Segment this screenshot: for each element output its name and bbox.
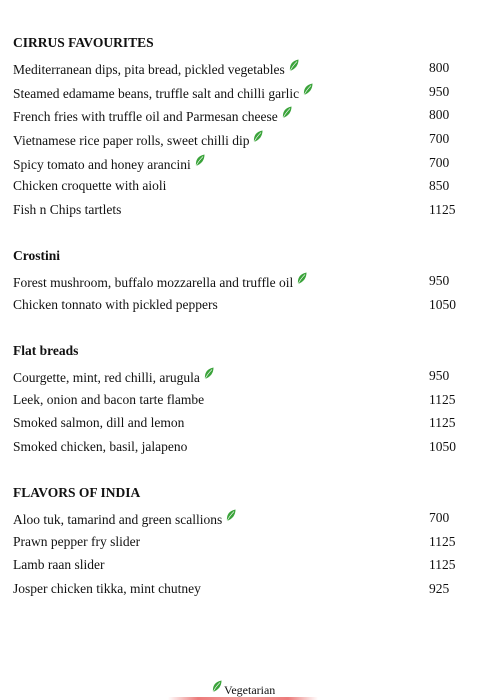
menu-item-name: Prawn pepper fry slider <box>13 533 141 549</box>
menu-item <box>13 296 483 320</box>
menu-item-wrapper <box>13 130 263 150</box>
menu-item-price: 950 <box>429 368 450 383</box>
menu-section <box>13 342 483 462</box>
menu-item-price: 850 <box>429 178 450 194</box>
menu-item-name: Spicy tomato and honey arancini <box>13 156 191 172</box>
menu-item <box>13 556 483 580</box>
vegetarian-legend-label: Vegetarian <box>224 683 276 697</box>
menu-item-name: Fish n Chips tartlets <box>13 202 122 218</box>
menu-item-price: 700 <box>429 510 450 525</box>
menu-item <box>13 154 483 178</box>
menu-item-name: Chicken croquette with aioli <box>13 178 167 194</box>
vegetarian-leaf-icon <box>303 83 313 96</box>
menu-item-wrapper <box>13 106 292 126</box>
menu-item-name: Aloo tuk, tamarind and green scallions <box>13 512 223 527</box>
menu-item-name: French fries with truffle oil and Parmesan cheese <box>13 109 278 125</box>
section-title: CIRRUS FAVOURITES <box>13 35 154 50</box>
menu-item-price: 950 <box>429 273 450 288</box>
menu-item-price: 700 <box>429 131 450 147</box>
menu-item-wrapper <box>13 177 166 195</box>
menu-item <box>13 391 483 415</box>
menu-item <box>13 509 483 533</box>
vegetarian-leaf-icon <box>297 272 307 285</box>
menu-item-price: 1050 <box>429 296 456 312</box>
menu-item-price: 1050 <box>429 439 456 455</box>
menu-item <box>13 367 483 391</box>
section-title: Crostini <box>13 248 61 263</box>
menu-item-price: 1125 <box>429 557 456 573</box>
menu-section <box>13 34 483 225</box>
vegetarian-leaf-icon <box>253 130 263 143</box>
menu-item <box>13 438 483 462</box>
menu-item-wrapper <box>13 580 201 598</box>
menu-item-name: Mediterranean dips, pita bread, pickled vegetables <box>13 62 285 77</box>
menu-item-name: Leek, onion and bacon tarte flambe <box>13 391 205 407</box>
menu-item-name: Steamed edamame beans, truffle salt and chilli garlic <box>13 85 300 101</box>
menu-item-wrapper <box>13 59 299 79</box>
menu-item-name: Courgette, mint, red chilli, arugula <box>13 370 200 385</box>
menu-item-price: 1125 <box>429 391 456 407</box>
menu-item-price: 925 <box>429 581 450 597</box>
section-title: Flat breads <box>13 343 79 358</box>
menu-item-wrapper <box>13 201 121 219</box>
menu-item-name: Smoked chicken, basil, jalapeno <box>13 439 188 455</box>
menu-item-wrapper <box>13 154 205 174</box>
vegetarian-leaf-icon <box>204 367 214 380</box>
menu-item-price: 800 <box>429 60 450 75</box>
vegetarian-leaf-icon <box>195 154 205 167</box>
vegetarian-leaf-icon <box>289 59 299 72</box>
menu-item <box>13 201 483 225</box>
vegetarian-leaf-icon <box>212 680 222 693</box>
menu-item <box>13 272 483 296</box>
menu-item <box>13 106 483 130</box>
section-title: FLAVORS OF INDIA <box>13 485 141 500</box>
menu-item-wrapper <box>13 509 236 529</box>
menu-item <box>13 83 483 107</box>
menu-item <box>13 533 483 557</box>
menu-item-price: 700 <box>429 154 450 170</box>
menu-item <box>13 580 483 604</box>
vegetarian-leaf-icon <box>226 509 236 522</box>
menu-item <box>13 177 483 201</box>
menu-item-wrapper <box>13 414 184 432</box>
menu-item-name: Vietnamese rice paper rolls, sweet chilli dip <box>13 133 250 149</box>
vegetarian-leaf-icon <box>282 106 292 119</box>
menu-item-wrapper <box>13 533 140 551</box>
menu-item-name: Lamb raan slider <box>13 557 105 573</box>
menu-item-price: 1125 <box>429 415 456 431</box>
menu-item-name: Smoked salmon, dill and lemon <box>13 415 185 431</box>
menu-item <box>13 130 483 154</box>
menu-item-price: 950 <box>429 83 450 99</box>
menu-item-wrapper <box>13 367 214 387</box>
menu-item-wrapper <box>13 438 187 456</box>
menu-item-name: Chicken tonnato with pickled peppers <box>13 296 218 312</box>
menu-item-name: Josper chicken tikka, mint chutney <box>13 581 201 597</box>
menu-item-wrapper <box>13 556 104 574</box>
menu-item-price: 1125 <box>429 202 456 218</box>
menu-item-wrapper <box>13 296 218 314</box>
menu-item-price: 800 <box>429 107 450 123</box>
menu-item-wrapper <box>13 272 307 292</box>
menu-item-name: Forest mushroom, buffalo mozzarella and truffle oil <box>13 275 294 290</box>
menu-item-price: 1125 <box>429 533 456 549</box>
menu-item-wrapper <box>13 83 313 103</box>
menu-section <box>13 484 483 604</box>
menu-item <box>13 59 483 83</box>
menu-item <box>13 414 483 438</box>
menu-item-wrapper <box>13 391 204 409</box>
menu-section <box>13 247 483 319</box>
vegetarian-legend <box>212 680 275 698</box>
